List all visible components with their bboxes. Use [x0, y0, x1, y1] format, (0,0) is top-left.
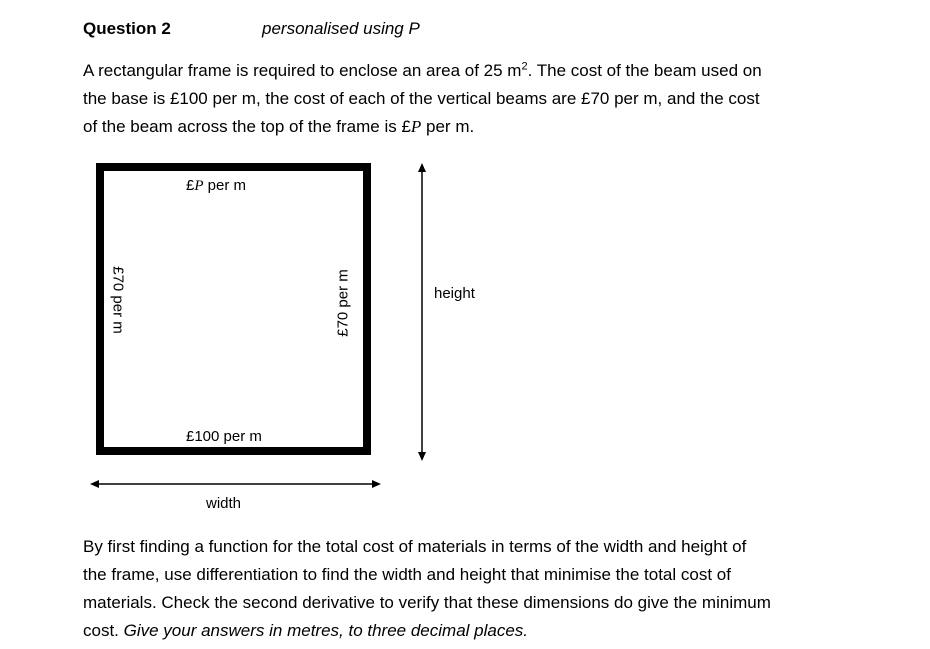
width-label: width: [206, 495, 242, 512]
answer-format-note: Give your answers in metres, to three decimal places.: [123, 621, 529, 640]
cost-variable-p: P: [410, 117, 422, 136]
bottom-beam-label: £100 per m: [186, 428, 262, 445]
top-beam-currency: £: [186, 177, 195, 194]
intro-line-1-text: A rectangular frame is required to enclose an area of 25 m: [83, 61, 522, 80]
intro-line-3-end: per m.: [421, 117, 475, 136]
instructions-line-4: [83, 617, 873, 645]
intro-line-1-end: . The cost of the beam used on: [527, 61, 762, 80]
right-beam-label: £70 per m: [334, 269, 352, 337]
instructions-line-3: materials. Check the second derivative to verify that these dimensions do give the minimum: [83, 593, 771, 612]
left-beam-label: £70 per m: [109, 266, 127, 334]
intro-line-3-start: of the beam across the top of the frame is £: [83, 117, 411, 136]
question-title: Question 2: [83, 19, 171, 38]
instructions-paragraph: [83, 533, 873, 645]
instructions-line-4-start: cost.: [83, 621, 124, 640]
width-arrow: [90, 480, 381, 488]
intro-line-2: the base is £100 per m, the cost of each of the vertical beams are £70 per m, and the cost: [83, 89, 760, 108]
height-label: height: [434, 285, 475, 302]
top-beam-rate: per m: [203, 177, 247, 194]
instructions-line-2: the frame, use differentiation to find the width and height that minimise the total cost of: [83, 565, 731, 584]
instructions-line-1: By first finding a function for the total cost of materials in terms of the width and height of: [83, 537, 747, 556]
subtitle-text: personalised using P: [262, 19, 420, 38]
area-exponent: 2: [521, 60, 528, 73]
top-beam-variable: P: [194, 178, 204, 194]
height-arrow: [418, 163, 426, 461]
